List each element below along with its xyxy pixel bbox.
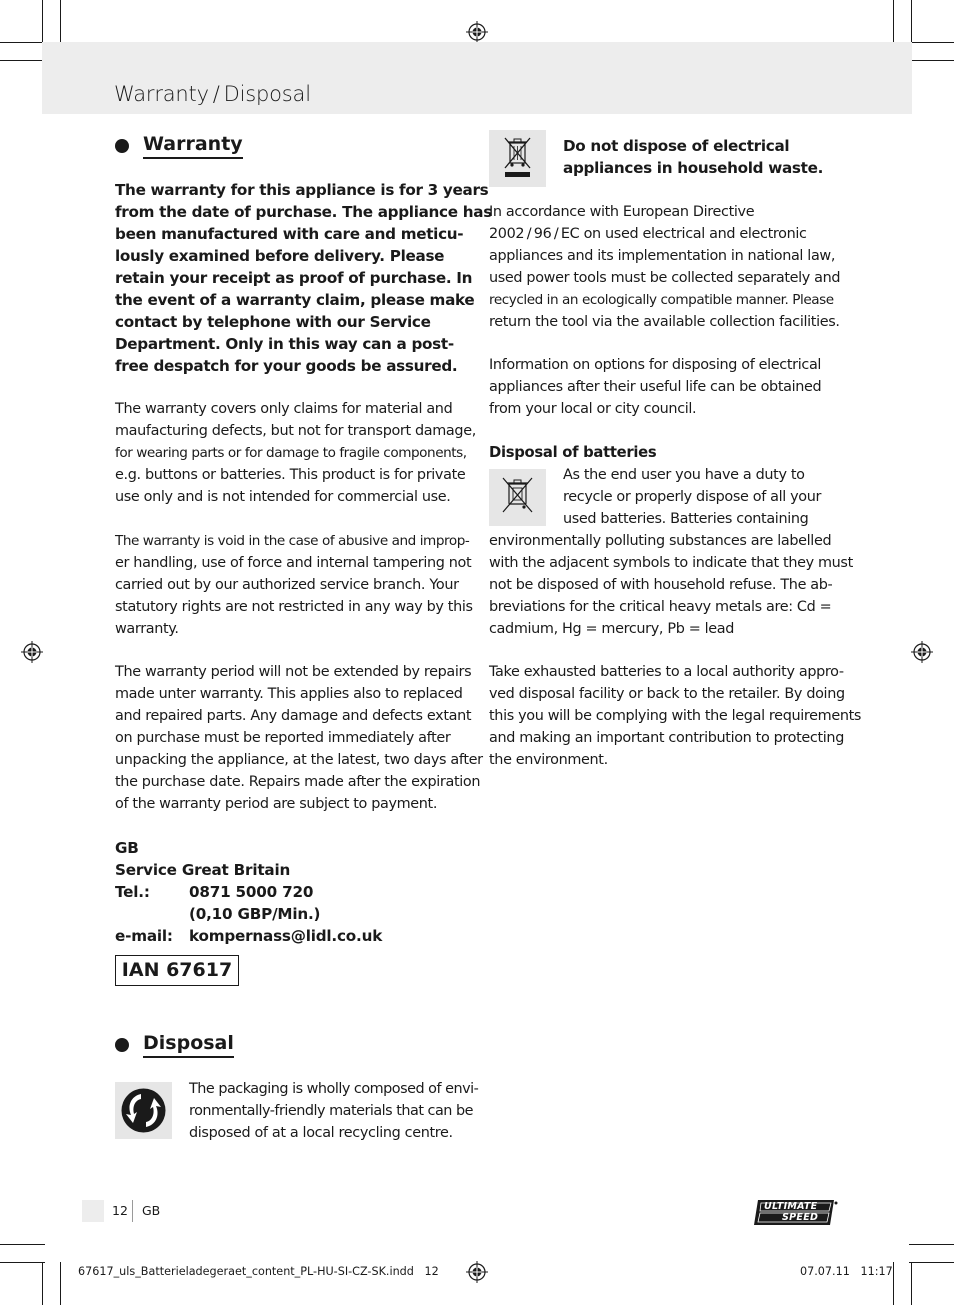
text-line: used power tools must be collected separately and [489, 270, 841, 286]
warranty-heading [115, 132, 243, 159]
text-line: been manufactured with care and meticu- [115, 225, 464, 243]
service-name: Service Great Britain [115, 861, 291, 879]
text-line: e.g. buttons or batteries. This product is for private [115, 467, 466, 483]
text-line: this you will be complying with the legal requirements [489, 708, 862, 724]
crossed-out-battery-bin-icon [489, 469, 546, 526]
crop-mark [909, 1262, 954, 1263]
text-line: maufacturing defects, but not for transport damage, [115, 423, 476, 439]
slug-date: 07.07.11 11:17 [800, 1265, 893, 1278]
crop-mark [60, 1262, 61, 1305]
disposal-heading-text: Disposal [143, 1031, 234, 1058]
text-line: use only and is not intended for commercial use. [115, 489, 451, 505]
warranty-intro [115, 179, 492, 377]
text-line: return the tool via the available collection facilities. [489, 314, 840, 330]
warranty-paragraph-period [115, 661, 483, 815]
text-line: of the warranty period are subject to payment. [115, 796, 438, 812]
warranty-heading-text: Warranty [143, 132, 243, 159]
crop-mark [60, 0, 61, 45]
ian-box: IAN 67617 [115, 955, 239, 986]
text-line: cadmium, Hg = mercury, Pb = lead [489, 621, 735, 637]
service-country: GB [115, 839, 139, 857]
slug-filename: 67617_uls_Batterieladegeraet_content_PL-HU-SI-CZ-SK.indd 12 [78, 1265, 439, 1278]
crop-mark [911, 0, 912, 45]
text-line: recycle or properly dispose of all your [563, 489, 822, 505]
recycling-green-dot-icon [115, 1082, 172, 1139]
text-line: the purchase date. Repairs made after the expiration [115, 774, 481, 790]
text-line: ved disposal facility or back to the retailer. By doing [489, 686, 845, 702]
email-label: e-mail: [115, 927, 173, 945]
text-line: from your local or city council. [489, 401, 697, 417]
info-text [489, 354, 849, 420]
tel-rate: (0,10 GBP/Min.) [189, 905, 321, 923]
batteries-heading: Disposal of batteries [489, 444, 657, 461]
crop-mark [0, 42, 45, 43]
text-line: er handling, use of force and internal tampering not [115, 555, 472, 571]
text-line: recycled in an ecologically compatible manner. Please [489, 292, 834, 308]
crop-mark [909, 42, 954, 43]
text-line: unpacking the appliance, at the latest, two days after [115, 752, 483, 768]
text-line: As the end user you have a duty to [563, 467, 805, 483]
exhausted-batteries-text [489, 661, 862, 771]
text-line: disposed of at a local recycling centre. [189, 1125, 453, 1141]
brand-bottom-text: SPEED [782, 1212, 819, 1223]
footer-language: GB [142, 1203, 161, 1218]
text-line: made unter warranty. This applies also to replaced [115, 686, 463, 702]
text-line: breviations for the critical heavy metals are: Cd = [489, 599, 832, 615]
bullet-icon [115, 1038, 129, 1052]
tel-number[interactable]: 0871 5000 720 [189, 883, 314, 901]
text-line: In accordance with European Directive [489, 204, 755, 220]
bullet-icon [115, 139, 129, 153]
crop-mark [909, 1244, 954, 1245]
text-line: appliances in household waste. [563, 159, 824, 177]
text-line: lously examined before delivery. Please [115, 247, 445, 265]
email-link[interactable]: kompernass@lidl.co.uk [189, 927, 383, 945]
registration-mark-icon [466, 1261, 488, 1283]
batteries-text [489, 530, 853, 640]
text-line: statutory rights are not restricted in any way by this [115, 599, 473, 615]
service-tel-row [115, 881, 382, 903]
text-line: Information on options for disposing of electrical [489, 357, 822, 373]
crop-mark [0, 1244, 45, 1245]
service-email-row [115, 925, 382, 947]
text-line: carried out by our authorized service branch. Your [115, 577, 459, 593]
text-line: appliances and its implementation in national law, [489, 248, 836, 264]
text-line: the event of a warranty claim, please make [115, 291, 475, 309]
crop-mark [42, 1262, 43, 1305]
warranty-paragraph-void [115, 530, 475, 640]
text-line: The packaging is wholly composed of envi- [189, 1081, 479, 1097]
text-line: for wearing parts or for damage to fragile components, [115, 445, 467, 461]
tel-label: Tel.: [115, 883, 150, 901]
weee-icon-box [489, 130, 546, 187]
disposal-heading [115, 1031, 234, 1058]
page-title: Warranty / Disposal [114, 82, 311, 106]
footer-divider [132, 1200, 133, 1222]
text-line: on purchase must be reported immediately after [115, 730, 451, 746]
text-line: The warranty for this appliance is for 3 years [115, 181, 489, 199]
text-line: Department. Only in this way can a post- [115, 335, 454, 353]
service-contact [115, 837, 382, 947]
text-line: and repaired parts. Any damage and defects extant [115, 708, 472, 724]
text-line: retain your receipt as proof of purchase. In [115, 269, 473, 287]
weee-heading [563, 135, 863, 179]
registration-mark-icon [466, 21, 488, 43]
battery-bin-icon-box [489, 469, 546, 526]
text-line: Take exhausted batteries to a local authority appro- [489, 664, 844, 680]
text-line: The warranty is void in the case of abusive and improp- [115, 533, 470, 549]
text-line: appliances after their useful life can be obtained [489, 379, 822, 395]
text-line: free despatch for your goods be assured. [115, 357, 458, 375]
crop-mark [893, 1262, 894, 1305]
registration-mark-icon [911, 641, 933, 663]
crop-mark [893, 0, 894, 45]
brand-top-text: ULTIMATE [764, 1201, 818, 1212]
text-line: ronmentally-friendly materials that can be [189, 1103, 473, 1119]
page-number: 12 [112, 1203, 128, 1218]
footer-marker [82, 1200, 104, 1222]
crossed-out-bin-icon [489, 130, 546, 187]
directive-text [489, 201, 849, 333]
text-line: the environment. [489, 752, 608, 768]
text-line: not be disposed of with household refuse. The ab- [489, 577, 833, 593]
text-line: environmentally polluting substances are labelled [489, 533, 832, 549]
text-line: and making an important contribution to protecting [489, 730, 844, 746]
registration-mark-icon [21, 641, 43, 663]
batteries-icon-text [563, 464, 853, 530]
packaging-text [189, 1078, 479, 1144]
crop-mark [911, 1262, 912, 1305]
text-line: contact by telephone with our Service [115, 313, 431, 331]
crop-mark [42, 0, 43, 45]
crop-mark [909, 60, 954, 61]
service-rate-row [115, 903, 382, 925]
text-line: 2002 / 96 / EC on used electrical and electronic [489, 226, 807, 242]
crop-mark [0, 60, 45, 61]
text-line: The warranty covers only claims for material and [115, 401, 453, 417]
green-dot-icon-box [115, 1082, 172, 1139]
warranty-paragraph-coverage [115, 398, 475, 508]
text-line: from the date of purchase. The appliance has [115, 203, 492, 221]
text-line: with the adjacent symbols to indicate that they must [489, 555, 853, 571]
text-line: used batteries. Batteries containing [563, 511, 809, 527]
brand-logo [754, 1199, 838, 1226]
crop-mark [0, 1262, 45, 1263]
text-line: Do not dispose of electrical [563, 137, 790, 155]
text-line: The warranty period will not be extended by repairs [115, 664, 472, 680]
text-line: warranty. [115, 621, 179, 637]
